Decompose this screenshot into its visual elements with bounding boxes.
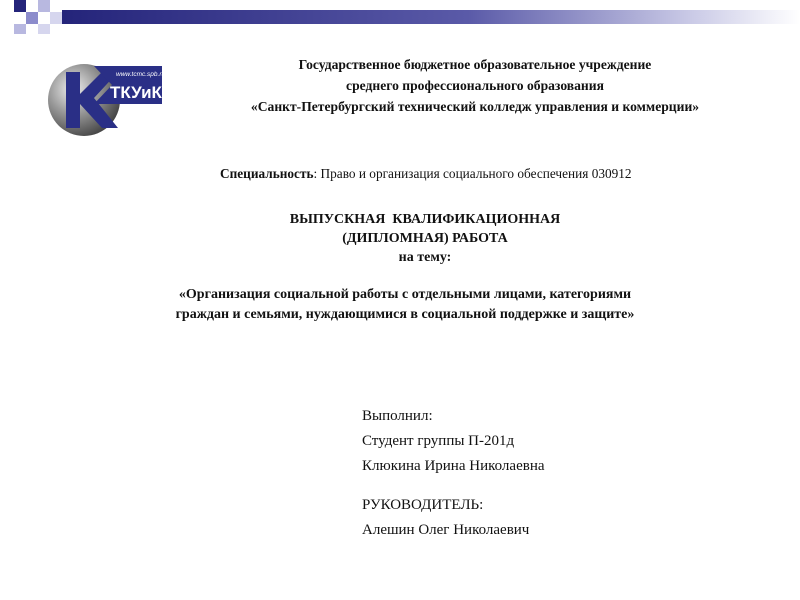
- theme-line-2: граждан и семьями, нуждающимися в социальной поддержке и защите»: [175, 307, 635, 322]
- header-line-1: Государственное бюджетное образовательное учреждение: [298, 57, 652, 72]
- performer-name: Клюкина Ирина Николаевна: [362, 458, 545, 474]
- college-logo-icon: [44, 50, 166, 140]
- gradient-bar: [62, 10, 800, 24]
- square-decor: [50, 12, 62, 24]
- square-decor: [14, 24, 26, 34]
- specialty-label: Специальность: [220, 166, 314, 181]
- square-decor: [26, 12, 38, 24]
- thesis-theme: [40, 285, 770, 325]
- square-decor: [14, 0, 26, 12]
- supervisor-name: Алешин Олег Николаевич: [362, 522, 530, 538]
- work-title: [200, 210, 650, 267]
- work-title-line-1: ВЫПУСКНАЯ КВАЛИФИКАЦИОННАЯ: [289, 212, 561, 227]
- signature-block: [362, 404, 782, 543]
- performer-group: Студент группы П-201д: [362, 433, 515, 449]
- spacer: [362, 479, 782, 493]
- square-decor: [38, 0, 50, 12]
- theme-line-1: «Организация социальной работы с отдельными лицами, категориями: [178, 287, 632, 302]
- square-decor: [38, 24, 50, 34]
- specialty-line: [220, 165, 780, 183]
- institution-header: [170, 54, 780, 117]
- specialty-value: : Право и организация социального обеспечения 030912: [313, 166, 632, 181]
- top-decorative-band: [0, 0, 800, 34]
- supervisor-label: РУКОВОДИТЕЛЬ:: [362, 497, 484, 513]
- logo-url: www.tcmc.spb.ru: [116, 71, 166, 78]
- logo-abbr: ТКУиК: [110, 83, 162, 102]
- header-line-2: среднего профессионального образования: [346, 78, 604, 93]
- work-title-line-2: (ДИПЛОМНАЯ) РАБОТА: [342, 231, 508, 246]
- performer-label: Выполнил:: [362, 408, 433, 424]
- header-line-3: «Санкт-Петербургский технический колледж управления и коммерции»: [250, 99, 700, 114]
- work-title-line-3: на тему:: [398, 250, 452, 265]
